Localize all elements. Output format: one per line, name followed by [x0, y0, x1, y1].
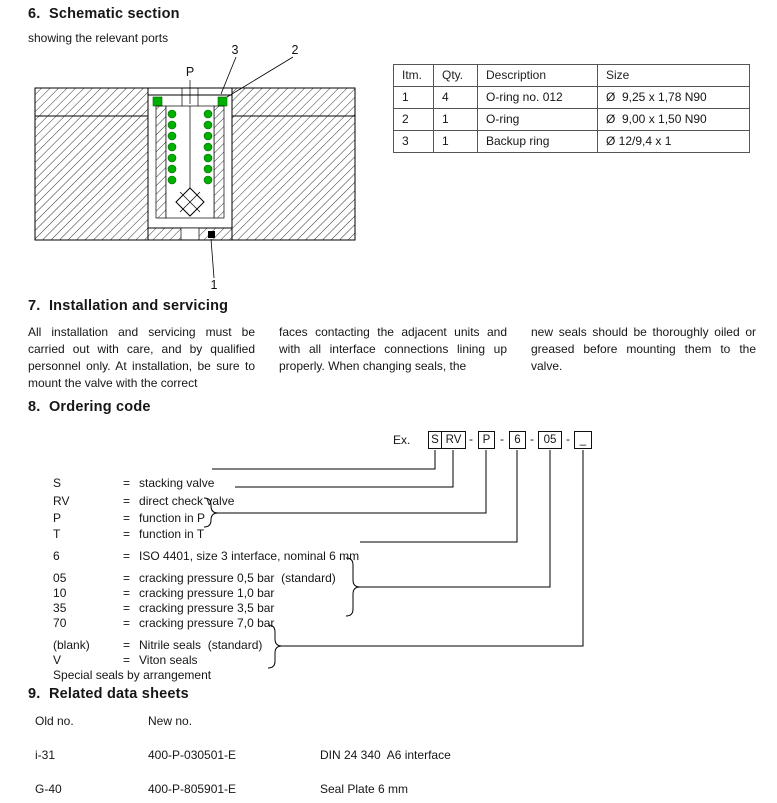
- legend-desc: cracking pressure 1,0 bar: [139, 586, 275, 600]
- legend-desc: cracking pressure 0,5 bar (standard): [139, 571, 336, 585]
- leader-pressure: [360, 450, 550, 587]
- related-new-no: 400-P-030501-E: [148, 748, 237, 762]
- cell-itm: 2: [394, 109, 434, 131]
- installation-column-3: new seals should be thoroughly oiled or greased before mounting them to the valve.: [531, 325, 756, 373]
- leader-pt: [218, 450, 486, 513]
- equals-sign: =: [123, 571, 131, 585]
- equals-sign: =: [123, 549, 131, 563]
- code-dash: -: [530, 432, 534, 446]
- section-6-subtitle: showing the relevant ports: [28, 31, 169, 45]
- ordering-code-diagram: [0, 426, 777, 684]
- col-header-itm: Itm.: [394, 65, 434, 87]
- valve-schematic-drawing: [30, 40, 360, 290]
- cell-itm: 3: [394, 131, 434, 153]
- equals-sign: =: [123, 527, 131, 541]
- legend-code: 35: [53, 601, 67, 615]
- legend-desc: direct check valve: [139, 494, 235, 508]
- legend-code: RV: [53, 494, 70, 508]
- legend-code: 70: [53, 616, 67, 630]
- section-9-heading: 9. Related data sheets: [28, 686, 189, 702]
- code-box-function: P: [478, 431, 495, 449]
- equals-sign: =: [123, 638, 131, 652]
- installation-column-1: All installation and servicing must be carried out with care, and by qualified personnel only. At installation, be sure to mount the valve with the correct: [28, 325, 255, 390]
- equals-sign: =: [123, 494, 131, 508]
- related-old-no: i-31: [35, 748, 56, 762]
- legend-desc: Nitrile seals (standard): [139, 638, 263, 652]
- related-col-header-old: Old no.: [35, 714, 74, 728]
- legend-code: 6: [53, 549, 60, 563]
- equals-sign: =: [123, 653, 131, 667]
- code-box-size: 6: [509, 431, 526, 449]
- equals-sign: =: [123, 601, 131, 615]
- legend-code: S: [53, 476, 62, 490]
- cell-qty: 1: [434, 131, 478, 153]
- oring-seal-right: [218, 97, 227, 106]
- code-dash: -: [469, 432, 473, 446]
- legend-desc: cracking pressure 7,0 bar: [139, 616, 275, 630]
- code-box-stacking: S: [428, 431, 442, 449]
- cell-qty: 1: [434, 109, 478, 131]
- legend-desc: function in P: [139, 511, 206, 525]
- leader-s: [212, 450, 435, 469]
- related-desc: Seal Plate 6 mm: [320, 782, 409, 796]
- outlet-channel: [181, 228, 199, 240]
- special-seals-note: Special seals by arrangement: [53, 668, 212, 682]
- legend-code: V: [53, 653, 62, 667]
- callout-3-label: 3: [231, 43, 239, 57]
- code-dash: -: [566, 432, 570, 446]
- col-header-desc: Description: [478, 65, 598, 87]
- table-row: [394, 87, 750, 109]
- related-col-header-new: New no.: [148, 714, 193, 728]
- cell-size: Ø 9,00 x 1,50 N90: [598, 109, 750, 131]
- parts-table: [393, 64, 750, 153]
- code-box-pressure: 05: [538, 431, 562, 449]
- table-row: [394, 109, 750, 131]
- oring-seal-left: [153, 97, 162, 106]
- callout-1-label: 1: [210, 278, 218, 290]
- top-plate-left: [35, 88, 148, 116]
- legend-desc: ISO 4401, size 3 interface, nominal 6 mm: [139, 549, 360, 563]
- cell-desc: Backup ring: [478, 131, 598, 153]
- legend-code: 05: [53, 571, 67, 585]
- legend-desc: cracking pressure 3,5 bar: [139, 601, 275, 615]
- top-plate-right: [232, 88, 355, 116]
- cell-size: Ø 12/9,4 x 1: [598, 131, 750, 153]
- leader-rv: [235, 450, 453, 487]
- port-p-label: P: [185, 65, 195, 79]
- leader-6: [360, 450, 517, 542]
- installation-text: [28, 324, 756, 392]
- section-6-heading: 6. Schematic section: [28, 6, 180, 22]
- code-box-valve-type: RV: [441, 431, 466, 449]
- section-7-heading: 7. Installation and servicing: [28, 298, 229, 314]
- example-label: Ex.: [393, 433, 411, 447]
- related-sheets-table: [35, 714, 745, 797]
- cell-itm: 1: [394, 87, 434, 109]
- block-right: [232, 116, 355, 240]
- parts-table-header-row: [394, 65, 750, 87]
- cell-desc: O-ring no. 012: [478, 87, 598, 109]
- callout-2-label: 2: [291, 43, 299, 57]
- related-desc: DIN 24 340 A6 interface: [320, 748, 451, 762]
- block-left: [35, 116, 148, 240]
- equals-sign: =: [123, 511, 131, 525]
- legend-code: P: [53, 511, 62, 525]
- legend-desc: Viton seals: [139, 653, 198, 667]
- sleeve-wall-right: [214, 106, 224, 218]
- col-header-qty: Qty.: [434, 65, 478, 87]
- section-8-heading: 8. Ordering code: [28, 399, 151, 415]
- legend-desc: function in T: [139, 527, 205, 541]
- sleeve-wall-left: [156, 106, 166, 218]
- legend-code: T: [53, 527, 61, 541]
- cell-desc: O-ring: [478, 109, 598, 131]
- code-box-seals: _: [574, 431, 592, 449]
- callout-1-leader: [211, 239, 214, 278]
- installation-column-2: faces contacting the adjacent units and with all interface connections lining up properly. When changing seals, the: [279, 325, 507, 373]
- legend-code: 10: [53, 586, 67, 600]
- code-dash: -: [500, 432, 504, 446]
- bottom-seal: [208, 231, 215, 238]
- equals-sign: =: [123, 616, 131, 630]
- legend-desc: stacking valve: [139, 476, 215, 490]
- cell-size: Ø 9,25 x 1,78 N90: [598, 87, 750, 109]
- related-col-header-desc: [320, 714, 745, 729]
- equals-sign: =: [123, 476, 131, 490]
- cell-qty: 4: [434, 87, 478, 109]
- col-header-size: Size: [598, 65, 750, 87]
- related-old-no: G-40: [35, 782, 62, 796]
- related-new-no: 400-P-805901-E: [148, 782, 237, 796]
- table-row: [394, 131, 750, 153]
- equals-sign: =: [123, 586, 131, 600]
- legend-code: (blank): [53, 638, 90, 652]
